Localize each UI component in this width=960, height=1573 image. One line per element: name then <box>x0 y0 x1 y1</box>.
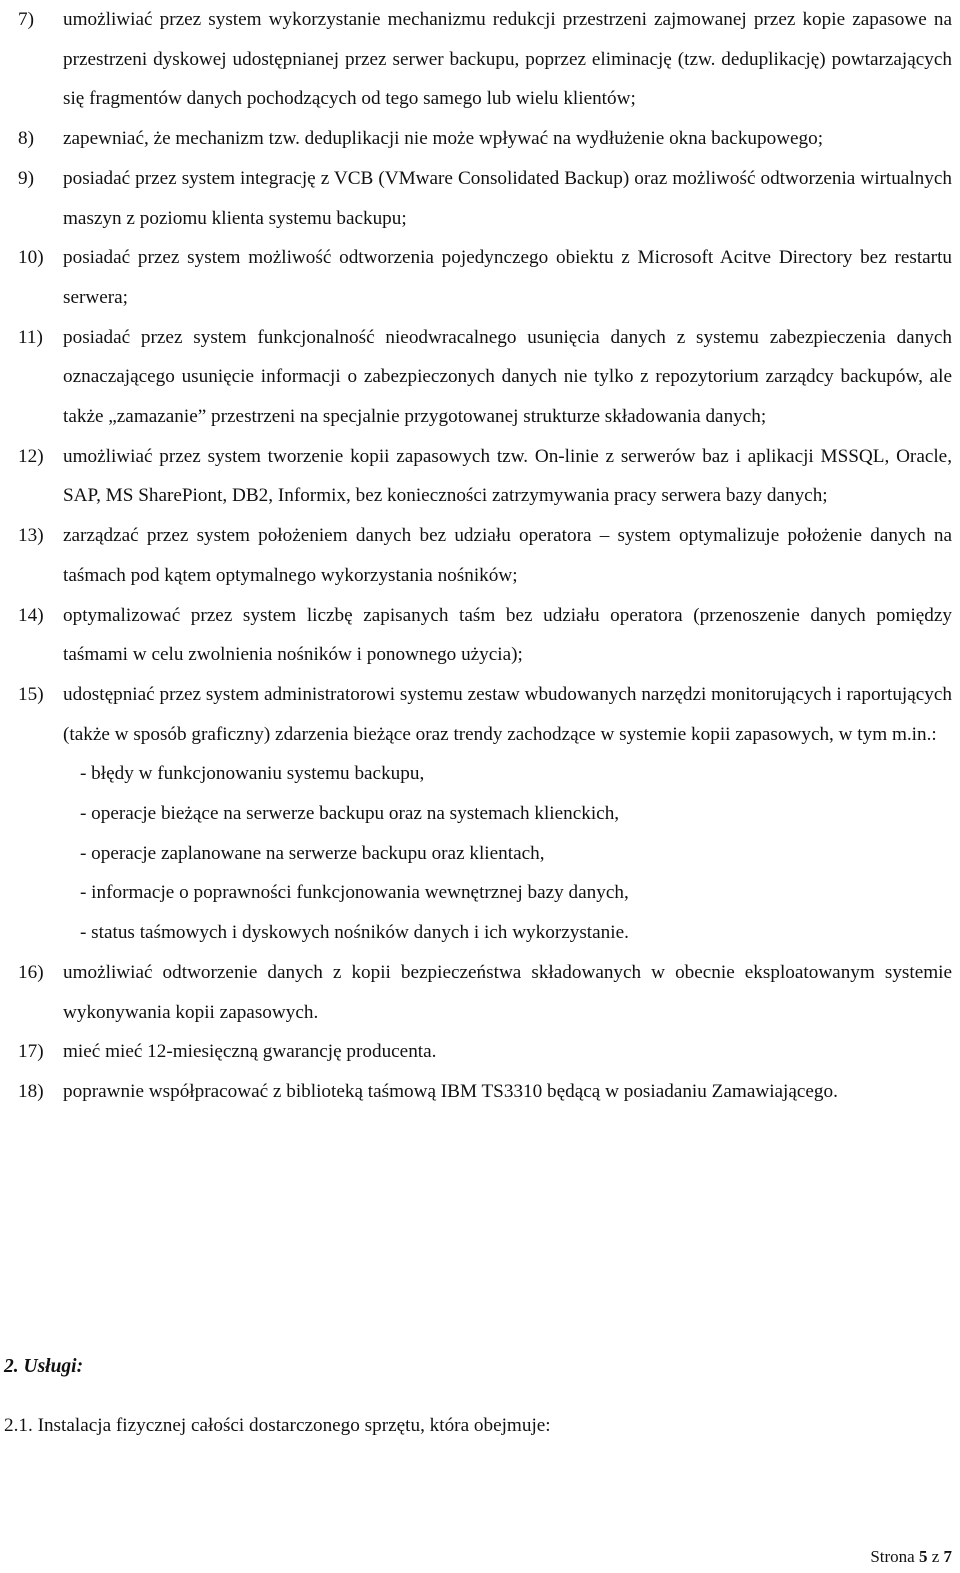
list-item-number: 11) <box>18 326 43 348</box>
list-item <box>0 675 960 754</box>
page-footer <box>870 1546 952 1568</box>
sub-list-item: - informacje o poprawności funkcjonowania wewnętrznej bazy danych, <box>80 882 629 904</box>
list-item <box>0 437 960 516</box>
list-item-text: udostępniać przez system administratorowi systemu zestaw wbudowanych narzędzi monitorujących i raportujących (także w sposób graficzny) zdarzenia bieżące oraz trendy zachodzące w systemie kopii zapasowych, w tym m.in.: <box>63 683 952 745</box>
list-item-number: 13) <box>18 525 44 547</box>
list-item-number: 18) <box>18 1080 44 1102</box>
list-item-number: 9) <box>18 167 34 189</box>
list-item-text: posiadać przez system możliwość odtworzenia pojedynczego obiektu z Microsoft Acitve Directory bez restartu serwera; <box>63 247 952 308</box>
sub-list-item: - operacje zaplanowane na serwerze backupu oraz klientach, <box>80 842 545 864</box>
list-item <box>0 318 960 437</box>
sub-list-item: - status taśmowych i dyskowych nośników danych i ich wykorzystanie. <box>80 922 629 944</box>
list-item-text: umożliwiać przez system wykorzystanie mechanizmu redukcji przestrzeni zajmowanej przez kopie zapasowe na przestrzeni dyskowej udostępnianej przez serwer backupu, poprzez eliminację (tzw. deduplikację) powtarzających się fragmentów danych pochodzących od tego samego lub wielu klientów; <box>63 9 952 110</box>
list-item-number: 7) <box>18 9 34 30</box>
list-item-text: mieć mieć 12-miesięczną gwarancję producenta. <box>63 1041 437 1063</box>
list-item-text: zarządzać przez system położeniem danych bez udziału operatora – system optymalizuje położenie danych na taśmach pod kątem optymalnego wykorzystania nośników; <box>63 525 952 586</box>
list-item <box>0 119 960 159</box>
list-item-number: 14) <box>18 604 44 626</box>
list-item-number: 8) <box>18 128 34 150</box>
footer-page-total: 7 <box>943 1547 952 1566</box>
list-item-number: 16) <box>18 961 44 983</box>
footer-page-number: 5 <box>918 1547 928 1566</box>
list-item <box>0 238 960 317</box>
list-item-number: 12) <box>18 445 44 467</box>
list-item-text: posiadać przez system integrację z VCB (VMware Consolidated Backup) oraz możliwość odtworzenia wirtualnych maszyn z poziomu klienta systemu backupu; <box>63 167 952 229</box>
section-paragraph: 2.1. Instalacja fizycznej całości dostarczonego sprzętu, która obejmuje: <box>4 1415 551 1436</box>
list-item-text: umożliwiać odtworzenie danych z kopii bezpieczeństwa składowanych w obecnie eksploatowanym systemie wykonywania kopii zapasowych. <box>63 961 952 1023</box>
list-item <box>0 953 960 1032</box>
footer-prefix: Strona <box>870 1547 915 1566</box>
list-item-number: 15) <box>18 683 44 705</box>
sub-list-item: - operacje bieżące na serwerze backupu oraz na systemach klienckich, <box>80 803 620 825</box>
list-item-text: poprawnie współpracować z biblioteką taśmową IBM TS3310 będącą w posiadaniu Zamawiającego. <box>63 1080 838 1102</box>
list-item <box>0 1072 960 1112</box>
footer-separator: z <box>931 1547 940 1566</box>
list-item-number: 10) <box>18 247 44 269</box>
list-item-number: 17) <box>18 1041 44 1063</box>
list-item-text: optymalizować przez system liczbę zapisanych taśm bez udziału operatora (przenoszenie danych pomiędzy taśmami w celu zwolnienia nośników i ponownego użycia); <box>63 604 952 666</box>
list-item-text: zapewniać, że mechanizm tzw. deduplikacji nie może wpływać na wydłużenie okna backupowego; <box>63 128 824 150</box>
section-heading: 2. Usługi: <box>4 1356 84 1377</box>
sub-list-item: - błędy w funkcjonowaniu systemu backupu, <box>80 763 425 785</box>
list-item <box>0 516 960 595</box>
list-item <box>0 1032 960 1072</box>
list-item <box>0 0 960 119</box>
list-item-text: posiadać przez system funkcjonalność nieodwracalnego usunięcia danych z systemu zabezpieczenia danych oznaczającego usunięcie informacji o zabezpieczonych danych nie tylko z repozytorium zarządcy backupów, ale także „zamazanie” przestrzeni na specjalnie przygotowanej strukturze składowania danych; <box>63 326 952 428</box>
list-item <box>0 596 960 675</box>
list-item-text: umożliwiać przez system tworzenie kopii zapasowych tzw. On-linie z serwerów baz i aplikacji MSSQL, Oracle, SAP, MS SharePiont, DB2, Informix, bez konieczności zatrzymywania pracy serwera bazy danych; <box>63 445 952 507</box>
list-item <box>0 159 960 238</box>
